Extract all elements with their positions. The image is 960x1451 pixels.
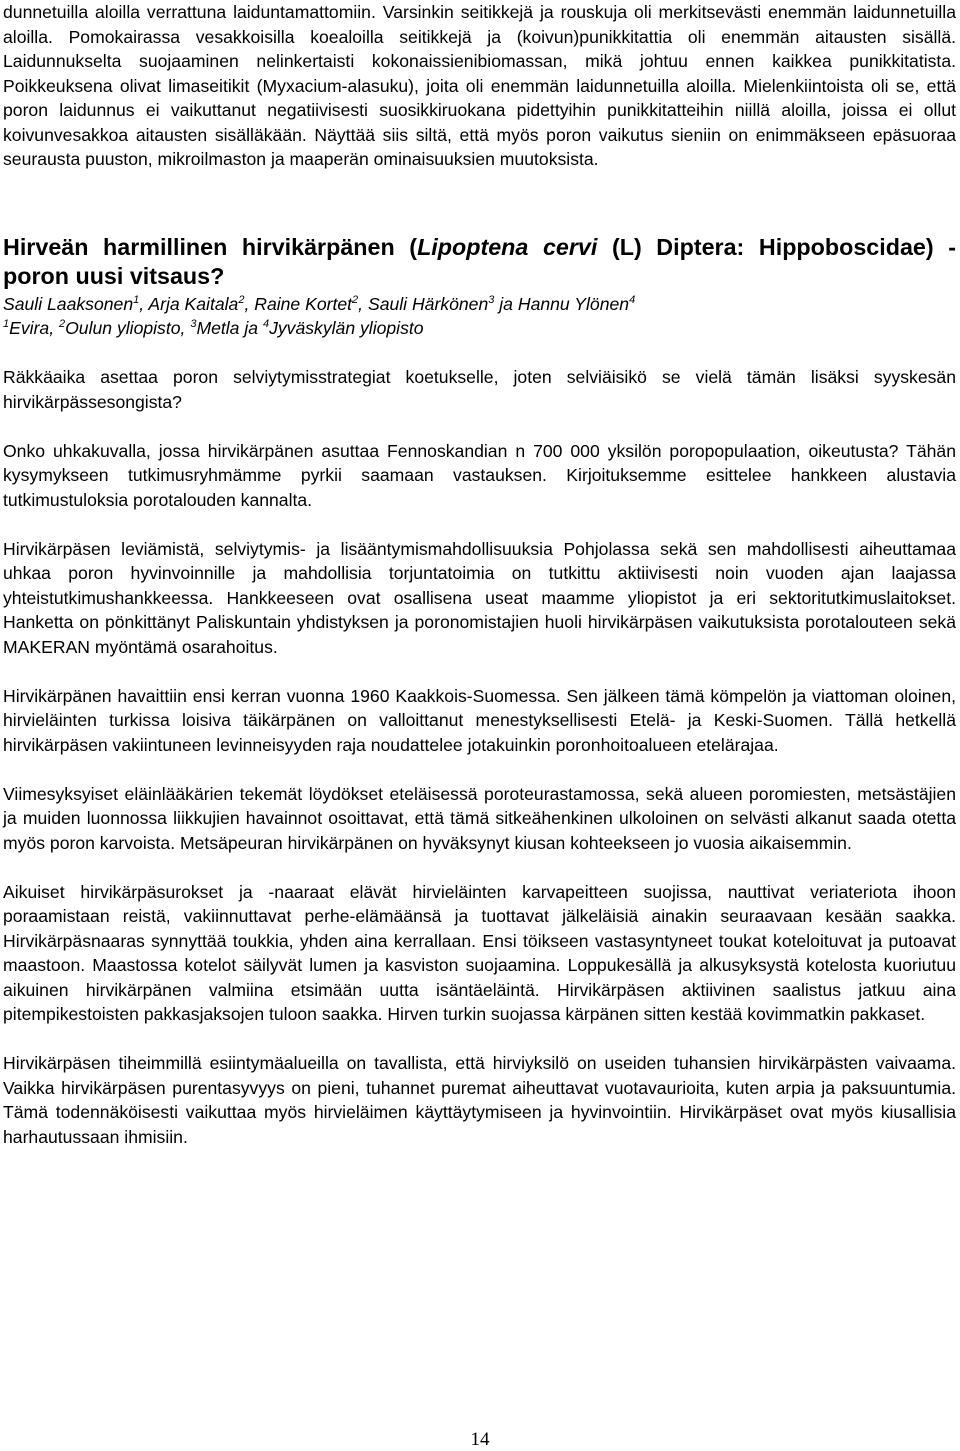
- body-paragraph: Aikuiset hirvikärpäsurokset ja -naaraat elävät hirvieläinten karvapeitteen suojissa, nauttivat veriateriota ihoon poraamistaan reistä, vakiinnuttavat perhe-elämäänsä ja tuottavat jälkeläisiä ainakin seuraavaan kesään saakka. Hirvikärpäsnaaras synnyttää toukkia, yhden aina kerrallaan. Ensi töikseen vastasyntyneet toukat koteloituvat ja putoavat maastoon. Maastossa kotelot säilyvät lumen ja kasviston suojaamina. Loppukesällä ja alkusyksystä kotelosta kuoriutuu aikuinen hirvikärpänen valmiina etsimään uutta isäntäeläintä. Hirvikärpäsen aktiivinen saalistus jatkuu aina pitempikestoisten pakkasjaksojen tuloon saakka. Hirven turkin suojassa kärpänen sitten kestää kovimmatkin pakkaset.: [3, 881, 956, 1024]
- body-paragraph: Onko uhkakuvalla, jossa hirvikärpänen asuttaa Fennoskandian n 700 000 yksilön poropopulaation, oikeutusta? Tähän kysymykseen tutkimusryhmämme pyrkii saamaan vastauksen. Kirjoituksemme esittelee hankkeen alustavia tutkimustuloksia porotalouden kannalta.: [3, 440, 956, 510]
- body-paragraph: Hirvikärpäsen tiheimmillä esiintymäalueilla on tavallista, että hirviyksilö on useiden tuhansien hirvikärpästen vaivaama. Vaikka hirvikärpäsen purentasyvyys on pieni, tuhannet puremat aiheuttavat vuotavaurioita, kuten arpia ja paksuuntumia. Tämä todennäköisesti vaikuttaa myös hirvieläimen käyttäytymiseen ja hyvinvointiin. Hirvikärpäset ovat myös kiusallisia harhautussaan ihmisiin.: [3, 1053, 956, 1147]
- intro-paragraph: dunnetuilla aloilla verrattuna laiduntamattomiin. Varsinkin seitikkejä ja rouskuja oli merkitsevästi enemmän laidunnetuilla aloilla. Pomokairassa vesakkoisilla koealoilla seitikkejä ja (koivun)punikkitattia oli enemmän aitausten sisällä. Laidunnukselta suojaaminen nelinkertaisti kokonaissienibiomassan, mikä johtuu ennen kaikkea punikkitatista. Poikkeuksena olivat limaseitikit (Myxacium-alasuku), joita oli enemmän laidunnetuilla aloilla. Mielenkiintoista oli se, että poron laidunnus ei vaikuttanut negatiivisesti suosikkiruokana pidettyihin punikkitatteihin niillä aloilla, joissa ei ollut koivunvesakkoa aitausten sisälläkään. Näyttää siis siltä, että myös poron vaikutus sieniin on enimmäkseen epäsuoraa seurausta puuston, mikroilmaston ja maaperän ominaisuuksien muutoksista.: [3, 2, 956, 169]
- author: Arja Kaitala$^2$,: [148, 293, 255, 314]
- body-paragraph: Hirvikärpäsen leviämistä, selviytymis- ja lisääntymismahdollisuuksia Pohjolassa sekä sen mahdollisesti aiheuttamaa uhkaa poron hyvinvoinnille ja mahdollisia torjuntatoimia on tutkittu aktiivisesti noin vuoden ajan laajassa yhteistutkimushankkeessa. Hankkeeseen ovat osallisena useat maamme yliopistot ja eri sektoritutkimuslaitokset. Hanketta on pönkittänyt Paliskuntain yhdistyksen ja poronomistajien huoli hirvikärpäsen vaikutuksista porotalouteen sekä MAKERAN myöntämä osarahoitus.: [3, 538, 956, 657]
- body-paragraph: Viimesyksyiset eläinlääkärien tekemät löydökset eteläisessä poroteurastamossa, sekä alueen poromiesten, metsästäjien ja muiden luonnossa liikkujien havainnot osoittavat, että tämä sitkeähenkinen ulkoloinen on selvästi alkanut saada otetta myös poron karvoista. Metsäpeuran hirvikärpänen on hyväksynyt kiusan kohteekseen jo vuosia aikaisemmin.: [3, 783, 956, 853]
- title-species: Lipoptena cervi: [417, 233, 598, 260]
- affiliation: $^3$Metla ja: [190, 318, 263, 338]
- document-page: [3, 0, 956, 1149]
- title-part-1: Hirveän harmillinen hirvikärpänen (: [3, 233, 418, 260]
- author: Sauli Härkönen$^3$ ja: [367, 293, 518, 314]
- author-list: [3, 292, 956, 317]
- author: Raine Kortet$^2$,: [254, 293, 368, 314]
- author: Hannu Ylönen$^4$: [517, 293, 636, 314]
- author: Sauli Laaksonen$^1$,: [3, 293, 149, 314]
- article-title: [3, 233, 956, 292]
- page-number: 14: [470, 1429, 490, 1450]
- body-paragraph: Räkkäaika asettaa poron selviytymisstrategiat koetukselle, joten selviäisikö se vielä tämän lisäksi syyskesän hirvikärpässesongista?: [3, 367, 956, 412]
- title-part-2: (L) Diptera: Hippoboscidae) - poron uusi vitsaus?: [3, 233, 956, 289]
- affiliation: $^1$Evira,: [3, 318, 59, 338]
- affiliation: $^4$Jyväskylän yliopisto: [262, 318, 424, 338]
- body-paragraph: Hirvikärpänen havaittiin ensi kerran vuonna 1960 Kaakkois-Suomessa. Sen jälkeen tämä kömpelön ja viattoman oloinen, hirvieläinten turkissa loisiva täikärpänen on valloittanut menestyksellisesti Etelä- ja Keski-Suomen. Tällä hetkellä hirvikärpäsen vakiintuneen levinneisyyden raja noudattelee jotakuinkin poronhoitoalueen etelärajaa.: [3, 685, 956, 755]
- affiliation: $^2$Oulun yliopisto,: [59, 318, 191, 338]
- affiliation-list: [3, 316, 956, 341]
